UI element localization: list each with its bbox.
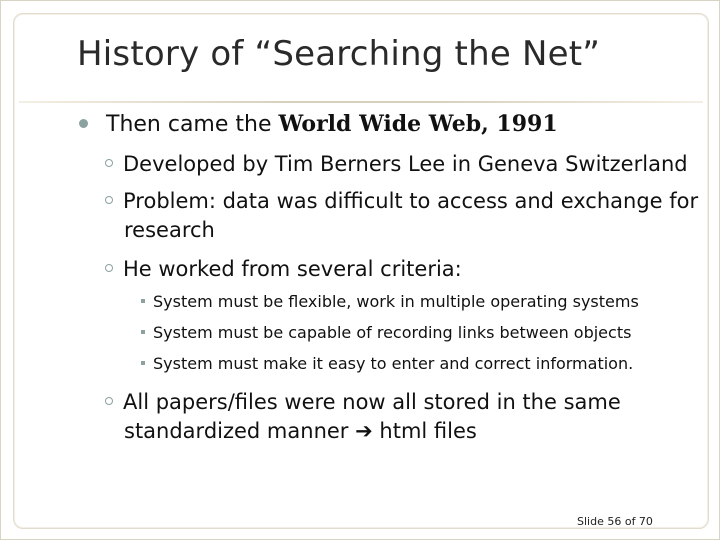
square-bullet-icon [141,330,145,334]
sub-bullet-1 [105,150,688,179]
sub-bullet-text: Developed by Tim Berners Lee in Geneva Switzerland [123,152,688,176]
sub-bullet-3 [105,255,462,284]
bullet-level1 [79,111,558,137]
criteria-item-1 [141,292,639,311]
bullet-dot-icon [79,119,88,128]
criteria-item-2 [141,323,631,342]
criteria-text: System must make it easy to enter and correct information. [153,354,634,373]
criteria-text: System must be flexible, work in multiple operating systems [153,292,639,311]
sub-bullet-text: Problem: data was difficult to access and exchange for [123,189,699,213]
bullet-level1-prefix: Then came the [106,112,279,137]
sub-bullet-text: He worked from several criteria: [123,257,462,281]
ring-bullet-icon [105,397,113,405]
sub-bullet-4 [105,388,621,446]
ring-bullet-icon [105,264,113,272]
continuation-suffix: html files [372,419,477,443]
sub-bullet-continuation [105,417,621,446]
continuation-prefix: standardized manner [124,419,356,443]
criteria-text: System must be capable of recording links between objects [153,323,632,342]
ring-bullet-icon [105,159,113,167]
criteria-item-3 [141,354,633,373]
bullet-level1-emphasis: World Wide Web, 1991 [278,111,558,137]
square-bullet-icon [141,361,145,365]
slide-title: History of “Searching the Net” [77,34,601,74]
right-arrow-icon: ➔ [355,419,373,443]
sub-bullet-continuation: research [124,218,215,242]
slide-number: Slide 56 of 70 [577,515,653,528]
ring-bullet-icon [105,196,113,204]
square-bullet-icon [141,299,145,303]
sub-bullet-text: All papers/files were now all stored in the same [123,390,621,414]
title-divider [19,101,703,103]
sub-bullet-2 [105,187,698,245]
